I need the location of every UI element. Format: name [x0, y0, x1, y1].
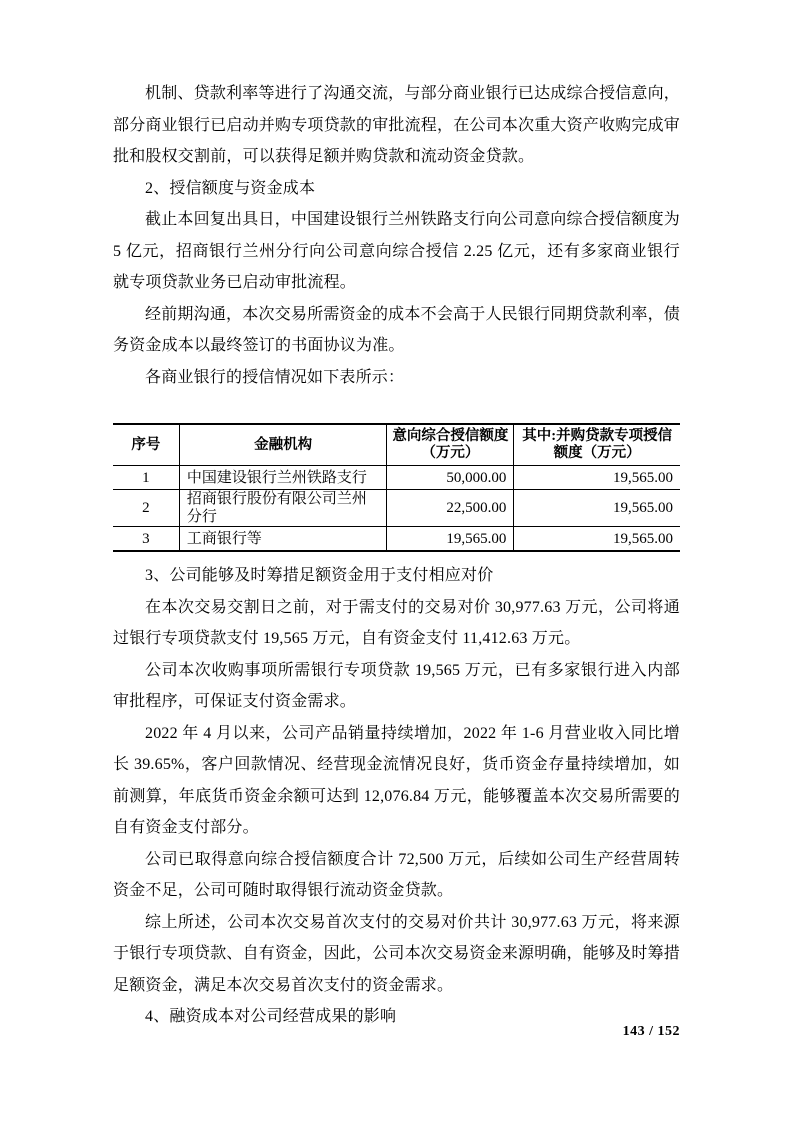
table-row — [113, 527, 680, 552]
paragraph-payment-breakdown: 在本次交易交割日之前，对于需支付的交易对价 30,977.63 万元，公司将通过银行专项贷款支付 19,565 万元，自有资金支付 11,412.63 万元。 — [113, 598, 680, 647]
table-row — [113, 466, 680, 490]
document-content — [113, 78, 680, 1033]
col-header-index: 序号 — [113, 424, 179, 466]
cell-index: 2 — [113, 490, 179, 527]
paragraph-credit-line-amounts: 截止本回复出具日，中国建设银行兰州铁路支行向公司意向综合授信额度为 5 亿元，招商银行兰州分行向公司意向综合授信 2.25 亿元，还有多家商业银行就专项贷款业务已启动审批流程。 — [113, 211, 680, 291]
paragraph-conclusion: 综上所述，公司本次交易首次支付的交易对价共计 30,977.63 万元，将来源于银行专项贷款、自有资金，因此，公司本次交易资金来源明确，能够及时筹措足额资金，满足本次交易首次支付的资金需求。 — [113, 913, 681, 994]
cell-index: 1 — [113, 466, 179, 490]
paragraph-bank-communication: 机制、贷款利率等进行了沟通交流，与部分商业银行已达成综合授信意向，部分商业银行已启动并购专项贷款的审批流程，在公司本次重大资产收购完成审批和股权交割前，可以获得足额并购贷款和流动资金贷款。 — [113, 85, 681, 165]
cell-index: 3 — [113, 527, 179, 552]
credit-facility-table — [113, 423, 680, 552]
heading-timely-funding-for-consideration: 3、公司能够及时筹措足额资金用于支付相应对价 — [145, 567, 494, 584]
cell-intended-credit: 50,000.00 — [387, 466, 514, 490]
cell-ma-loan-credit: 19,565.00 — [514, 466, 680, 490]
col-header-institution: 金融机构 — [179, 424, 387, 466]
cell-intended-credit: 19,565.00 — [387, 527, 514, 552]
cell-intended-credit: 22,500.00 — [387, 490, 514, 527]
heading-financing-cost-impact: 4、融资成本对公司经营成果的影响 — [145, 1008, 397, 1025]
cell-institution: 招商银行股份有限公司兰州分行 — [179, 490, 387, 527]
paragraph-revenue-and-cash-forecast: 2022 年 4 月以来，公司产品销量持续增加，2022 年 1-6 月营业收入同比增长 39.65%，客户回款情况、经营现金流情况良好，货币资金存量持续增加，如前测算，年底货币资金余额可达到 12,076.84 万元，能够覆盖本次交易所需要的自有资金支付部分。 — [113, 724, 680, 836]
paragraph-funding-cost: 经前期沟通，本次交易所需资金的成本不会高于人民银行同期贷款利率，债务资金成本以最终签订的书面协议为准。 — [113, 305, 680, 354]
cell-institution: 中国建设银行兰州铁路支行 — [179, 466, 387, 490]
table-header-row — [113, 424, 680, 466]
paragraph-total-credit-obtained: 公司已取得意向综合授信额度合计 72,500 万元，后续如公司生产经营周转资金不足，公司可随时取得银行流动资金贷款。 — [113, 850, 680, 899]
heading-credit-line-and-funding-cost: 2、授信额度与资金成本 — [145, 179, 316, 197]
table-row — [113, 490, 680, 527]
cell-institution: 工商银行等 — [179, 527, 387, 552]
cell-ma-loan-credit: 19,565.00 — [514, 527, 680, 552]
cell-ma-loan-credit: 19,565.00 — [514, 490, 680, 527]
page-number: 143 / 152 — [622, 1024, 680, 1039]
col-header-intended-credit: 意向综合授信额度（万元） — [387, 424, 514, 466]
col-header-ma-loan-credit: 其中:并购贷款专项授信额度（万元） — [514, 424, 680, 466]
paragraph-special-loan-approval: 公司本次收购事项所需银行专项贷款 19,565 万元，已有多家银行进入内部审批程序，可保证支付资金需求。 — [113, 661, 680, 710]
paragraph-table-intro: 各商业银行的授信情况如下表所示： — [145, 368, 405, 386]
